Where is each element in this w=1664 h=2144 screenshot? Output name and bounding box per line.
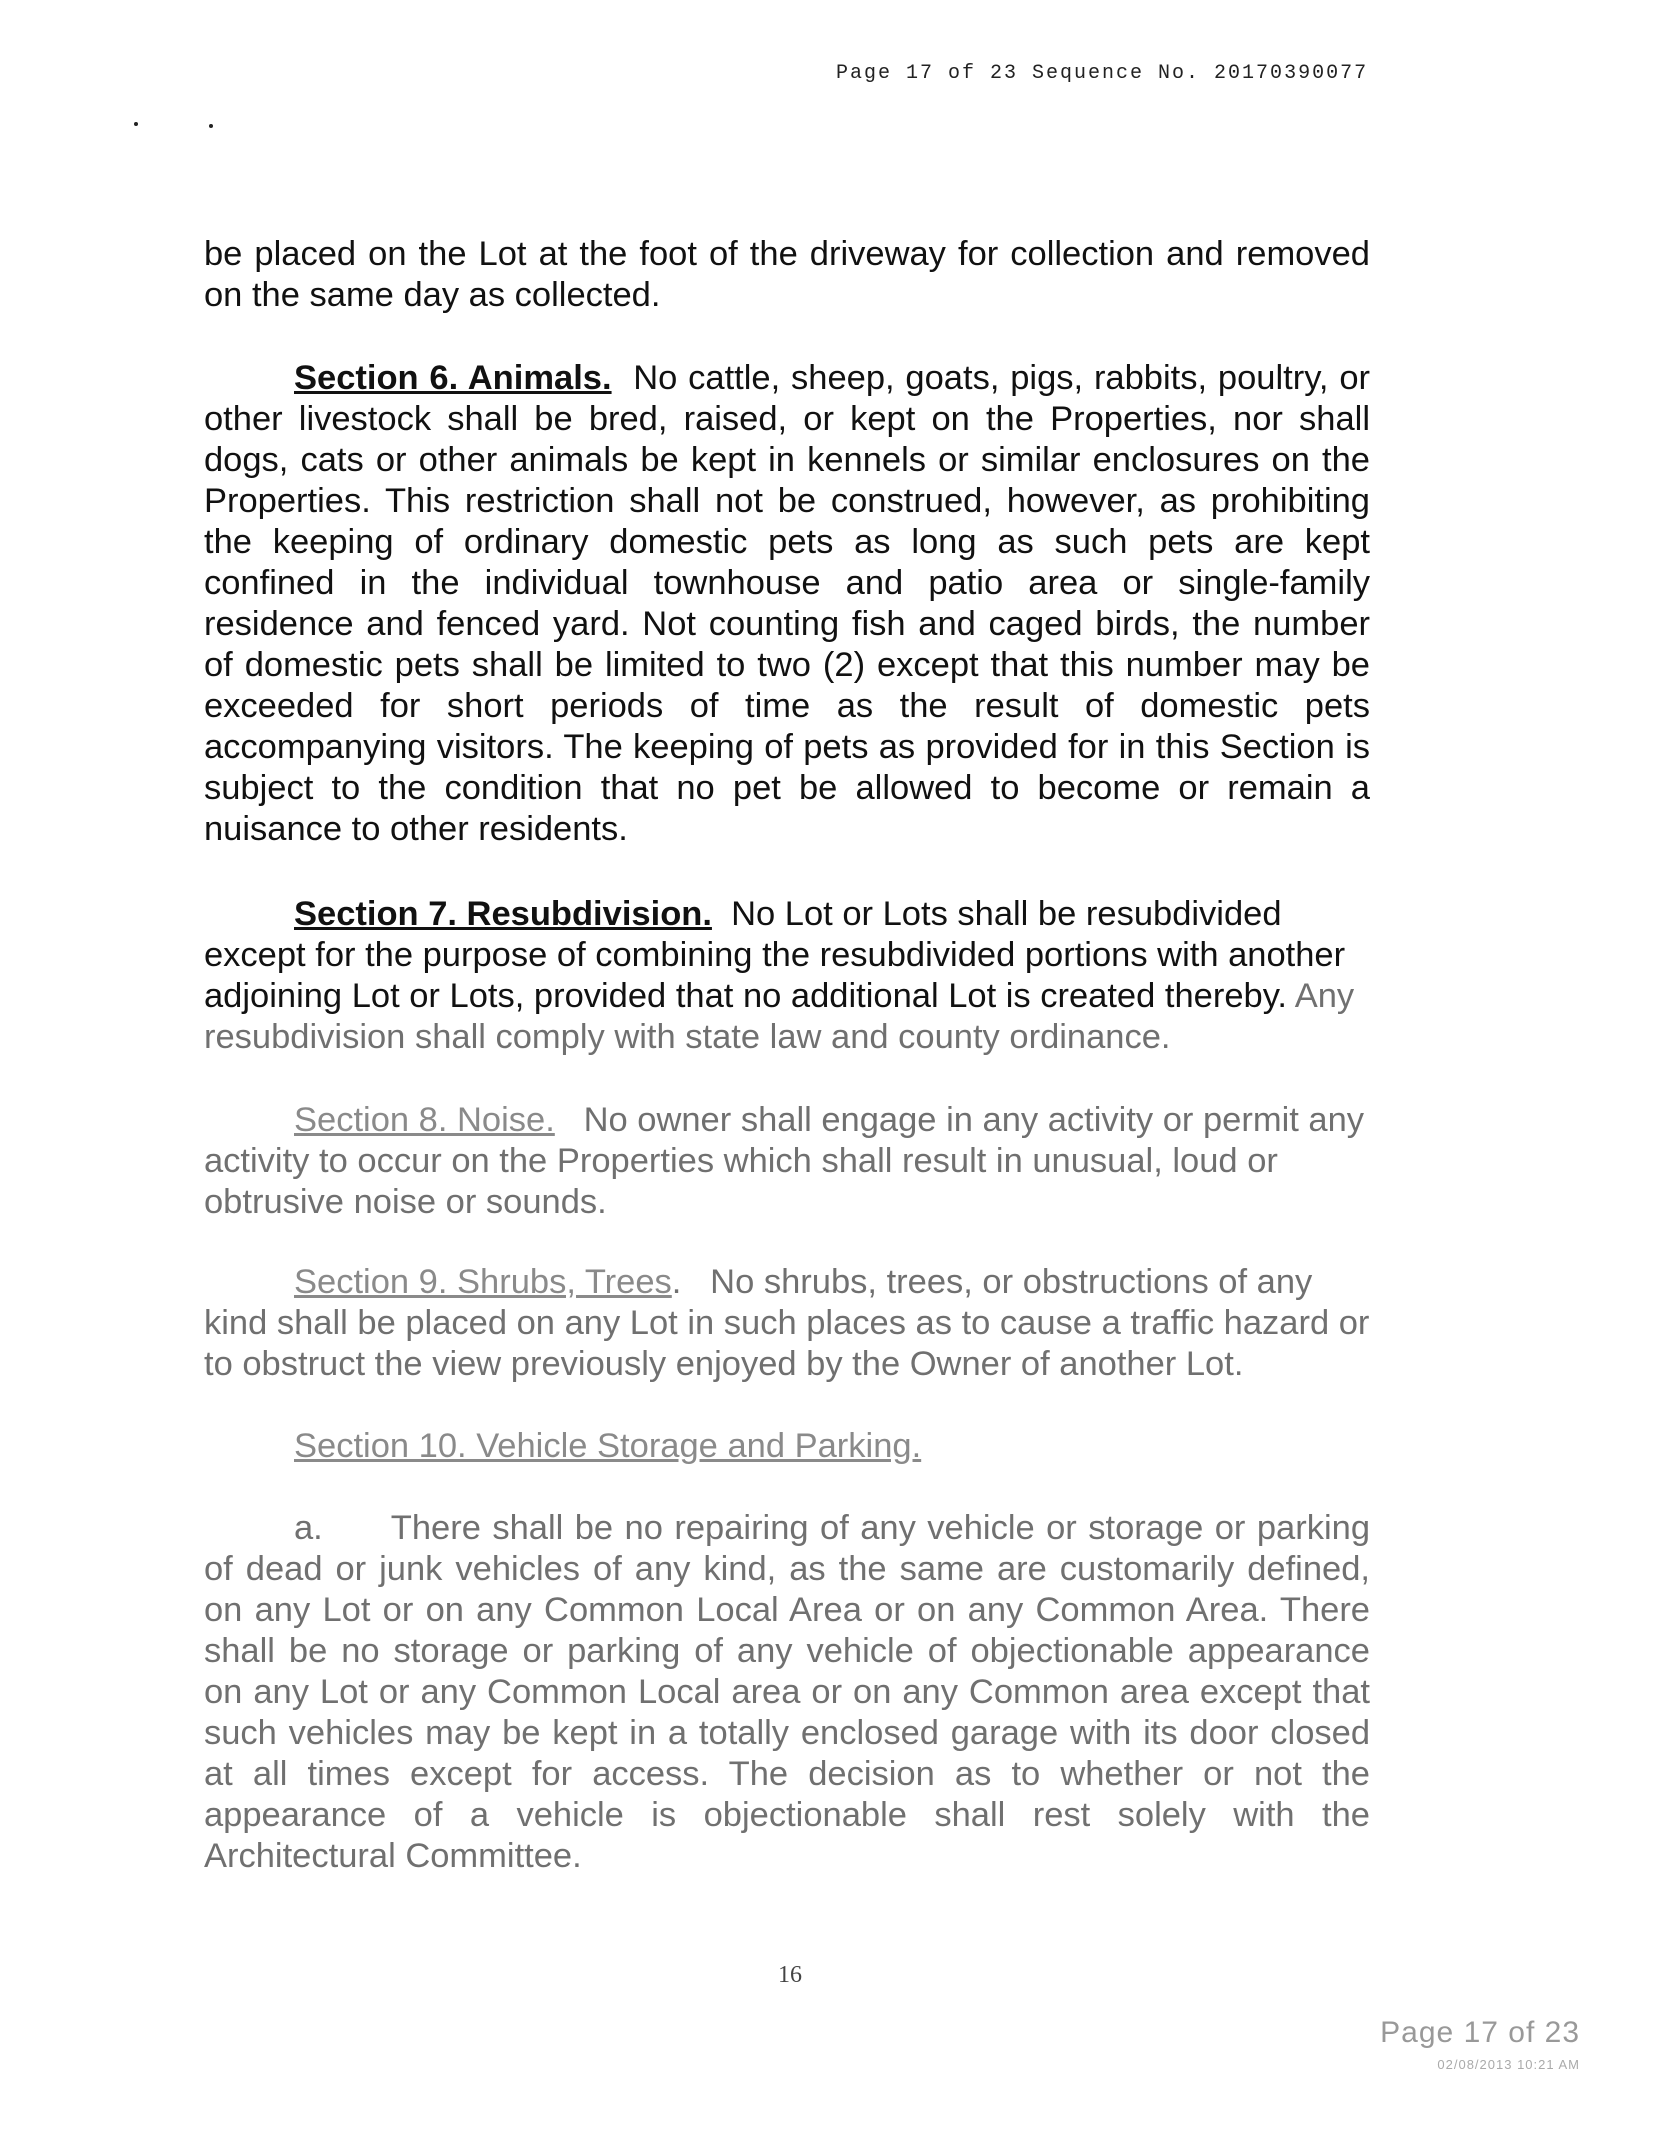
section-6-text: No cattle, sheep, goats, pigs, rabbits, poultry, or other livestock shall be bred, raised, or kept on the Properties, nor shall dogs, cats or other animals be kept in kennels or similar enclosures on the Properties. This restriction shall not be construed, however, as prohibiting the keeping of ordinary domestic pets as long as such pets are kept confined in the individual townhouse and patio area or single-family residence and fenced yard. Not counting fish and caged birds, the number of domestic pets shall be limited to two (2) except that this number may be exceeded for short periods of time as the result of domestic pets accompanying visitors. The keeping of pets as provided for in this Section is subject to the condition that no pet be allowed to become or remain a nuisance to other residents. xyxy=(204,359,1370,848)
timestamp-stamp: 02/08/2013 10:21 AM xyxy=(1437,2057,1580,2072)
page-stamp: Page 17 of 23 xyxy=(1380,2016,1580,2049)
section-6-heading: Section 6. Animals. xyxy=(294,359,612,397)
section-10-item-a xyxy=(204,1508,1370,1877)
section-9-text: No shrubs, trees, or obstructions of any kind shall be placed on any Lot in such places as to cause a traffic hazard or to obstruct the view previously enjoyed by the Owner of another Lot. xyxy=(204,1263,1370,1383)
scan-mark xyxy=(134,122,138,126)
scan-mark xyxy=(209,124,213,128)
section-10-item-a-text: There shall be no repairing of any vehicle or storage or parking of dead or junk vehicles of any kind, as the same are customarily defined, on any Lot or on any Common Local Area or on any Common Area. There shall be no storage or parking of any vehicle of objectionable appearance on any Lot or any Common Local area or on any Common area except that such vehicles may be kept in a totally enclosed garage with its door closed at all times except for access. The decision as to whether or not the appearance of a vehicle is objectionable shall rest solely with the Architectural Committee. xyxy=(204,1509,1371,1875)
section-8-text: No owner shall engage in any activity or permit any activity to occur on the Properties which shall result in unusual, loud or obtrusive noise or sounds. xyxy=(204,1101,1365,1221)
section-9-heading-tail: . xyxy=(671,1263,682,1301)
section-10-heading: Section 10. Vehicle Storage and Parking. xyxy=(294,1427,922,1465)
section-10-item-a-label: a. xyxy=(294,1509,323,1547)
section-8-heading: Section 8. Noise. xyxy=(294,1101,555,1139)
page-number: 16 xyxy=(778,1962,802,1988)
section-8-paragraph xyxy=(204,1100,1370,1223)
continuation-paragraph xyxy=(204,234,1370,316)
section-7-text-faded: Any resubdivision shall comply with state law and county ordinance. xyxy=(204,977,1355,1056)
section-6-paragraph xyxy=(204,358,1370,850)
section-7-text: No Lot or Lots shall be resubdivided except for the purpose of combining the resubdivided portions with another adjoining Lot or Lots, provided that no additional Lot is created thereby. xyxy=(204,895,1346,1015)
section-7-heading: Section 7. Resubdivision. xyxy=(294,895,712,933)
sequence-header: Page 17 of 23 Sequence No. 20170390077 xyxy=(836,62,1369,85)
continuation-text: be placed on the Lot at the foot of the driveway for collection and removed on the same day as collected. xyxy=(204,235,1370,314)
section-7-paragraph xyxy=(204,894,1370,1058)
section-9-heading: Section 9. Shrubs, Trees xyxy=(294,1263,672,1301)
section-9-paragraph xyxy=(204,1262,1370,1385)
